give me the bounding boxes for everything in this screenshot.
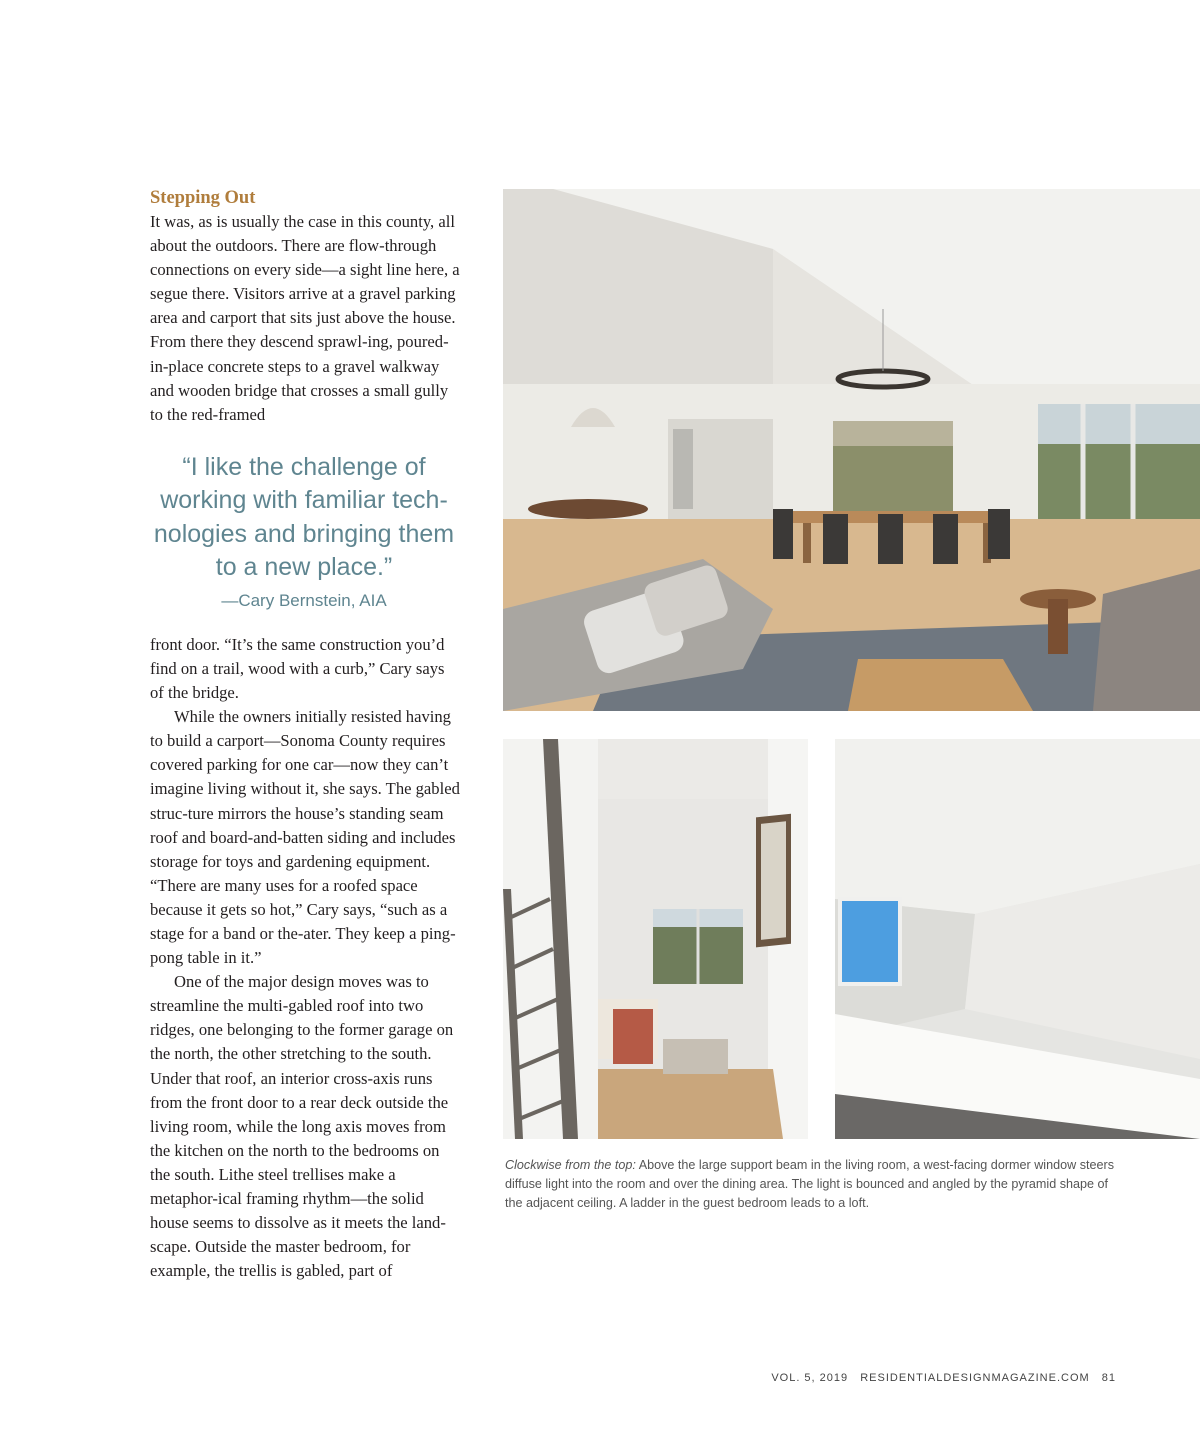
caption-text: Above the large support beam in the living room, a west-facing dormer window steers diffuse light into the room and over the dining area. The light is bounced and angled by the pyramid shape of the adjacent ceiling. A ladder in the guest bedroom leads to a loft. <box>505 1158 1114 1210</box>
article-column <box>150 186 460 1283</box>
article-paragraph: It was, as is usually the case in this county, all about the outdoors. There are flow-through connections on every side—a sight line here, a segue there. Visitors arrive at a gravel parking area and carport that sits just above the house. From there they descend sprawl-ing, poured-in-place concrete steps to a gravel walkway and wooden bridge that crosses a small gully to the red-framed <box>150 212 460 424</box>
footer-site: RESIDENTIALDESIGNMAGAZINE.COM <box>860 1372 1090 1384</box>
guest-bedroom-photo <box>503 739 808 1139</box>
article-paragraph: While the owners initially resisted having to build a carport—Sonoma County requires covered parking for one car—now they can’t imagine living without it, she says. The gabled struc-ture mirrors the house’s standing seam roof and board-and-batten siding and includes storage for toys and gardening equipment. “There are many uses for a roofed space because it gets so hot,” Cary says, “such as a stage for a band or the-ater. They keep a ping-pong table in it.” <box>150 707 460 968</box>
pull-quote-attribution: —Cary Bernstein, AIA <box>221 590 387 610</box>
caption-lead: Clockwise from the top: <box>505 1158 636 1172</box>
page-number: 81 <box>1101 1372 1116 1384</box>
dormer-ceiling-photo <box>835 739 1200 1139</box>
page-footer <box>763 1372 1116 1384</box>
living-room-photo <box>503 189 1200 711</box>
pull-quote: “I like the challenge of working with familiar tech-nologies and bringing them to a new place.” <box>153 452 455 582</box>
section-heading: Stepping Out <box>150 188 256 208</box>
article-paragraph: front door. “It’s the same construction you’d find on a trail, wood with a curb,” Cary says of the bridge. <box>150 634 445 703</box>
article-paragraph: One of the major design moves was to streamline the multi-gabled roof into two ridges, one belonging to the former garage on the north, the other stretching to the south. Under that roof, an interior cross-axis runs from the front door to a rear deck outside the living room, while the long axis moves from the kitchen on the north to the bedrooms on the south. Lithe steel trellises make a metaphor-ical framing rhythm—the solid house seems to dissolve as it meets the land-scape. Outside the master bedroom, for example, the trellis is gabled, part of <box>150 972 454 1281</box>
footer-volume: VOL. 5, 2019 <box>771 1372 849 1384</box>
pull-quote-block <box>146 451 462 611</box>
photo-caption <box>505 1156 1125 1213</box>
